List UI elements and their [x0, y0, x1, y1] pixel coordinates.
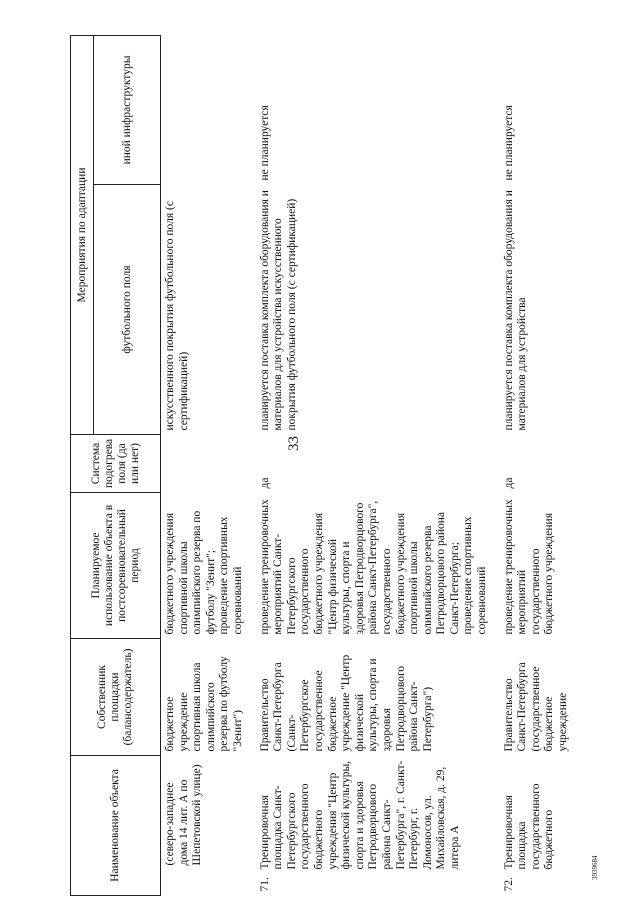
object-name: Тренировочная площадка Санкт-Петербургского государственного бюджетного учреждения "Центр физической культуры, спорта и здоровья Петродворцового района Санкт-Петербурга", г. Санкт-Петербург, г. Ломоносов, ул. Михайловская, д. 29, литера А	[258, 760, 461, 870]
row-number: 72.	[502, 877, 515, 892]
object-infra-adaptation: не планируется	[502, 105, 515, 181]
object-heating	[161, 435, 249, 493]
table-row	[161, 35, 249, 895]
row-number: 71.	[258, 877, 271, 892]
page-number: 33	[286, 436, 302, 451]
table-row	[249, 35, 493, 895]
table-row	[493, 35, 574, 895]
object-usage: проведение тренировочных мероприятий государственного бюджетного учреждения	[502, 499, 556, 635]
object-infra-adaptation	[161, 35, 249, 184]
object-usage: бюджетного учреждения спортивной школы олимпийского резерва по футболу "Зенит"; проведение спортивных соревнований	[164, 510, 244, 635]
rotated-table-sheet	[70, 36, 570, 896]
object-owner: Правительство Санкт-Петербурга (Санкт-Петербургское государственное бюджетное учреждение "Центр физической культуры, спорта и здоровья Петродворцового района Санкт-Петербурга")	[258, 654, 434, 752]
document-code: 3939684	[591, 855, 599, 880]
object-name-cell	[249, 756, 493, 896]
objects-table	[70, 35, 574, 896]
object-heating: да	[502, 477, 515, 489]
header-name: Наименование объекта	[71, 756, 161, 896]
object-name-cell	[493, 756, 574, 896]
header-heating: Система подогрева поля (да или нет)	[71, 435, 161, 493]
header-usage: Планируемое использование объекта в постсоревновательный период	[71, 493, 161, 639]
object-owner: бюджетное учреждение спортивная школа олимпийского резерва по футболу "Зенит")	[164, 656, 244, 752]
object-field-adaptation: планируется поставка комплекта оборудования и материалов для устройства искусственного покрытия футбольного поля (с сертификацией)	[258, 190, 298, 431]
object-field-adaptation: искусственного покрытия футбольного поля (с сертификацией)	[164, 201, 190, 431]
header-field: футбольного поля	[94, 185, 161, 435]
object-name: Тренировочная площадка государственного бюджетного	[502, 783, 556, 870]
object-owner: Правительство Санкт-Петербурга (государственное бюджетное учреждение	[502, 662, 570, 752]
header-owner: Собственник площадки (балансодержатель)	[71, 639, 161, 756]
object-field-adaptation: планируется поставка комплекта оборудования и материалов для устройства	[502, 190, 529, 431]
object-infra-adaptation: не планируется	[258, 105, 271, 181]
object-name: (северо-западнее дома 14 лит. А по Шепетовской улице)	[164, 764, 204, 866]
header-adaptation: Мероприятия по адаптации	[71, 35, 94, 434]
object-heating: да	[258, 477, 271, 489]
header-infra: иной инфраструктуры	[94, 35, 161, 184]
object-usage: проведение тренировочных мероприятий Санкт-Петербургского государственного бюджетного учреждения "Центр физической культуры, спорта и здоровья Петродворцового района Санкт-Петербурга", государственного бюджетного учреждения спортивной школы олимпийского резерва Петродворцового района Санкт-Петербурга; проведение спортивных соревнований	[258, 499, 489, 635]
